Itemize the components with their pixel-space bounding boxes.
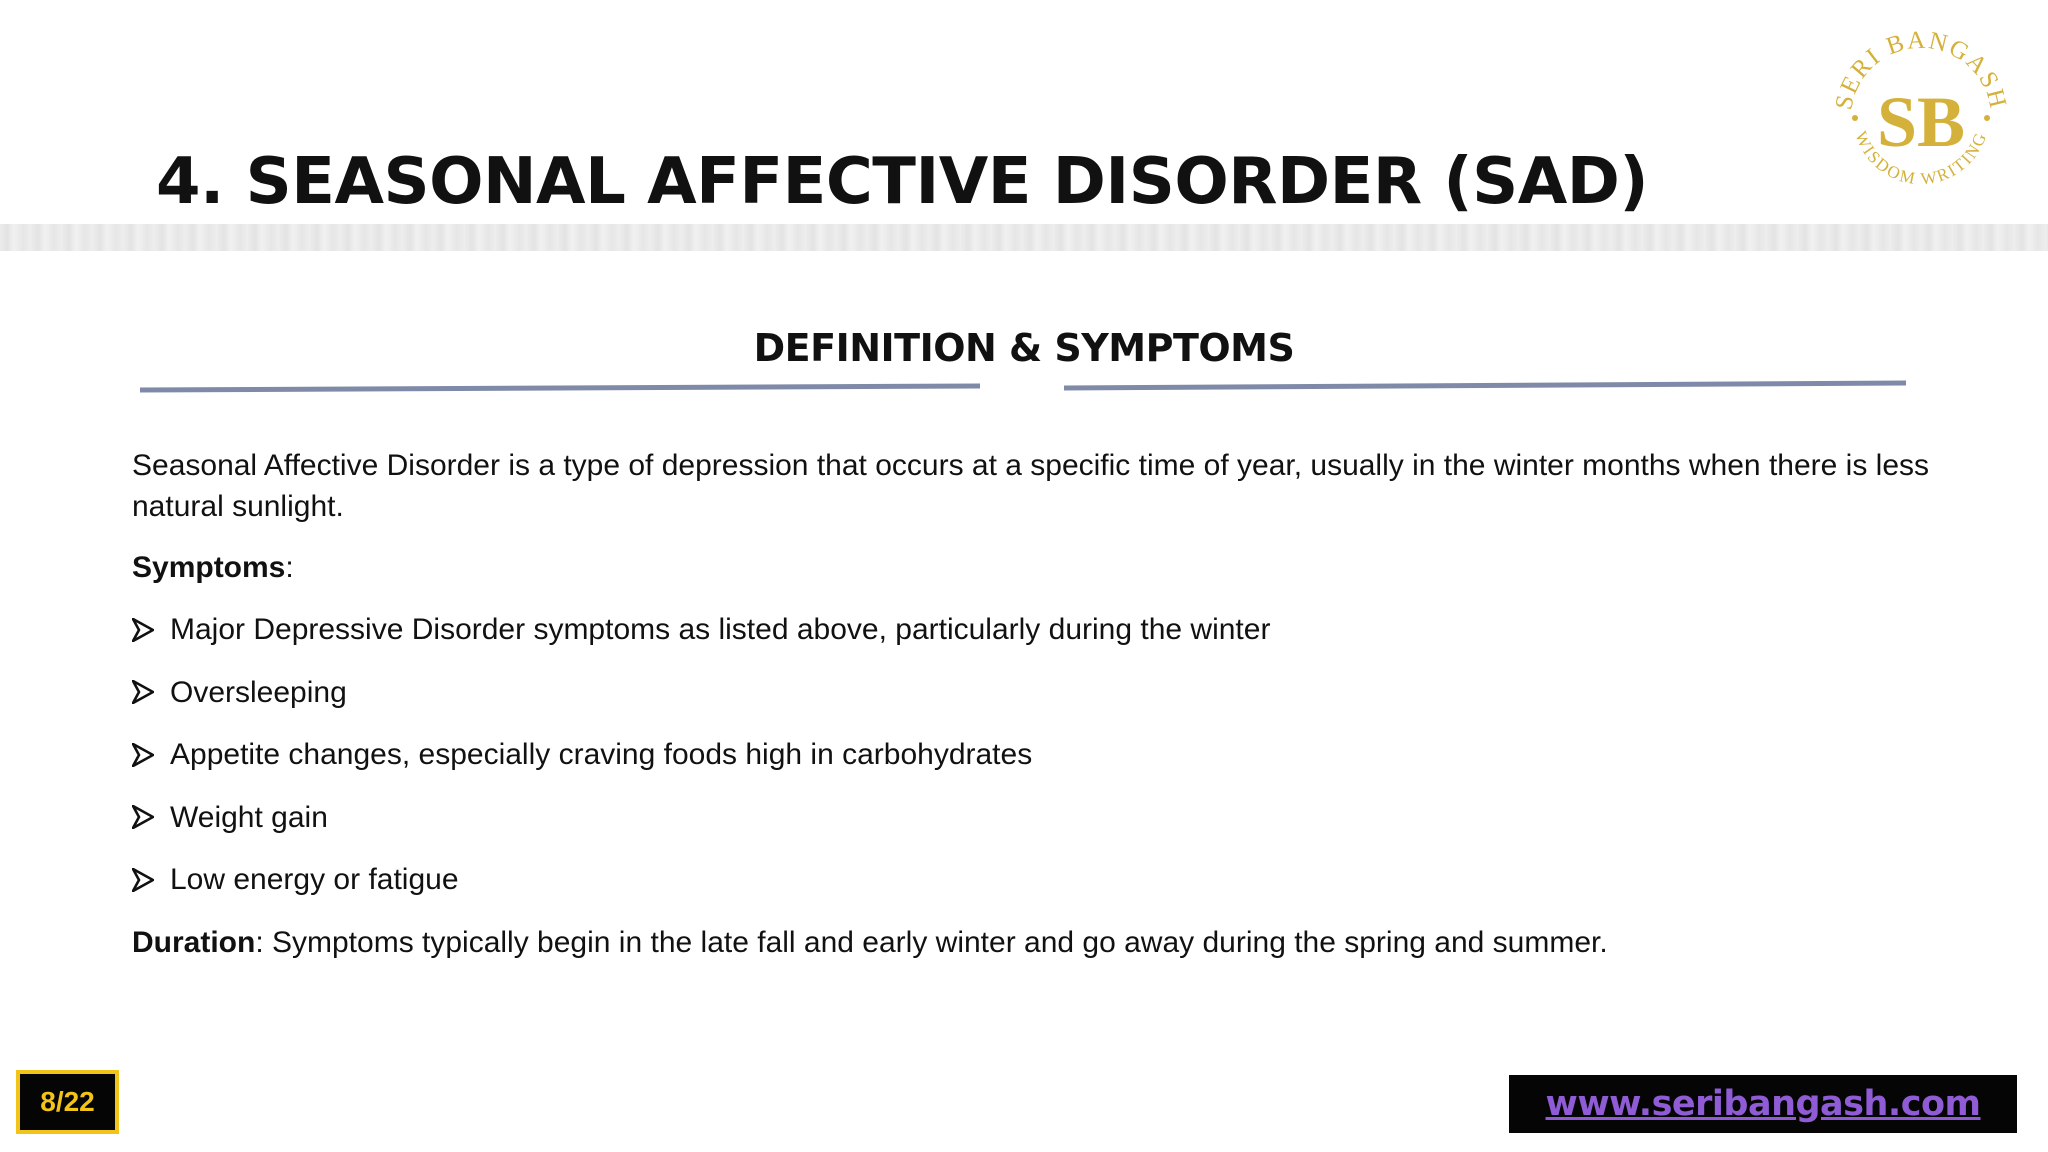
duration-text: : Symptoms typically begin in the late fall and early winter and go away during the spring and summer. [255,925,1608,959]
arrowhead-bullet-icon [132,868,154,892]
list-item-text: Major Depressive Disorder symptoms as listed above, particularly during the winter [170,613,1271,646]
list-item [132,797,1932,838]
list-item-text: Oversleeping [170,675,347,709]
list-item-text: Weight gain [170,800,328,834]
section-heading: DEFINITION & SYMPTOMS [753,326,1295,370]
duration-label: Duration [132,925,256,959]
list-item [132,859,1932,900]
duration-paragraph [132,922,1932,963]
list-item-text: Low energy or fatigue [170,863,459,896]
symptoms-colon: : [285,551,294,584]
website-link[interactable]: www.seribangash.com [1545,1084,1981,1124]
symptoms-label: Symptoms [132,551,286,584]
website-banner [1509,1075,2017,1133]
arrowhead-bullet-icon [132,805,154,829]
svg-text:SB: SB [1876,82,1966,162]
section-heading-rule [140,378,1910,394]
intro-paragraph: Seasonal Affective Disorder is a type of depression that occurs at a specific time of year, usually in the winter months when there is less natural sunlight. [132,449,1930,523]
arrowhead-bullet-icon [132,743,154,767]
title-divider-band [0,224,2048,251]
list-item-text: Appetite changes, especially craving foods high in carbohydrates [170,738,1033,771]
slide-title: 4. SEASONAL AFFECTIVE DISORDER (SAD) [156,145,1649,219]
page-number-badge: 8/22 [16,1070,119,1134]
arrowhead-bullet-icon [132,618,154,642]
symptoms-list [132,609,1932,900]
list-item [132,734,1932,775]
slide-body [132,445,1932,963]
seri-bangash-logo [1826,18,2016,218]
svg-text:WISDOM WRITING: WISDOM WRITING [1851,128,1991,189]
arrowhead-bullet-icon [132,680,154,704]
svg-text:SERI BANGASH: SERI BANGASH [1830,26,2012,113]
symptoms-heading [132,547,1932,588]
list-item [132,672,1932,713]
list-item [132,609,1932,650]
